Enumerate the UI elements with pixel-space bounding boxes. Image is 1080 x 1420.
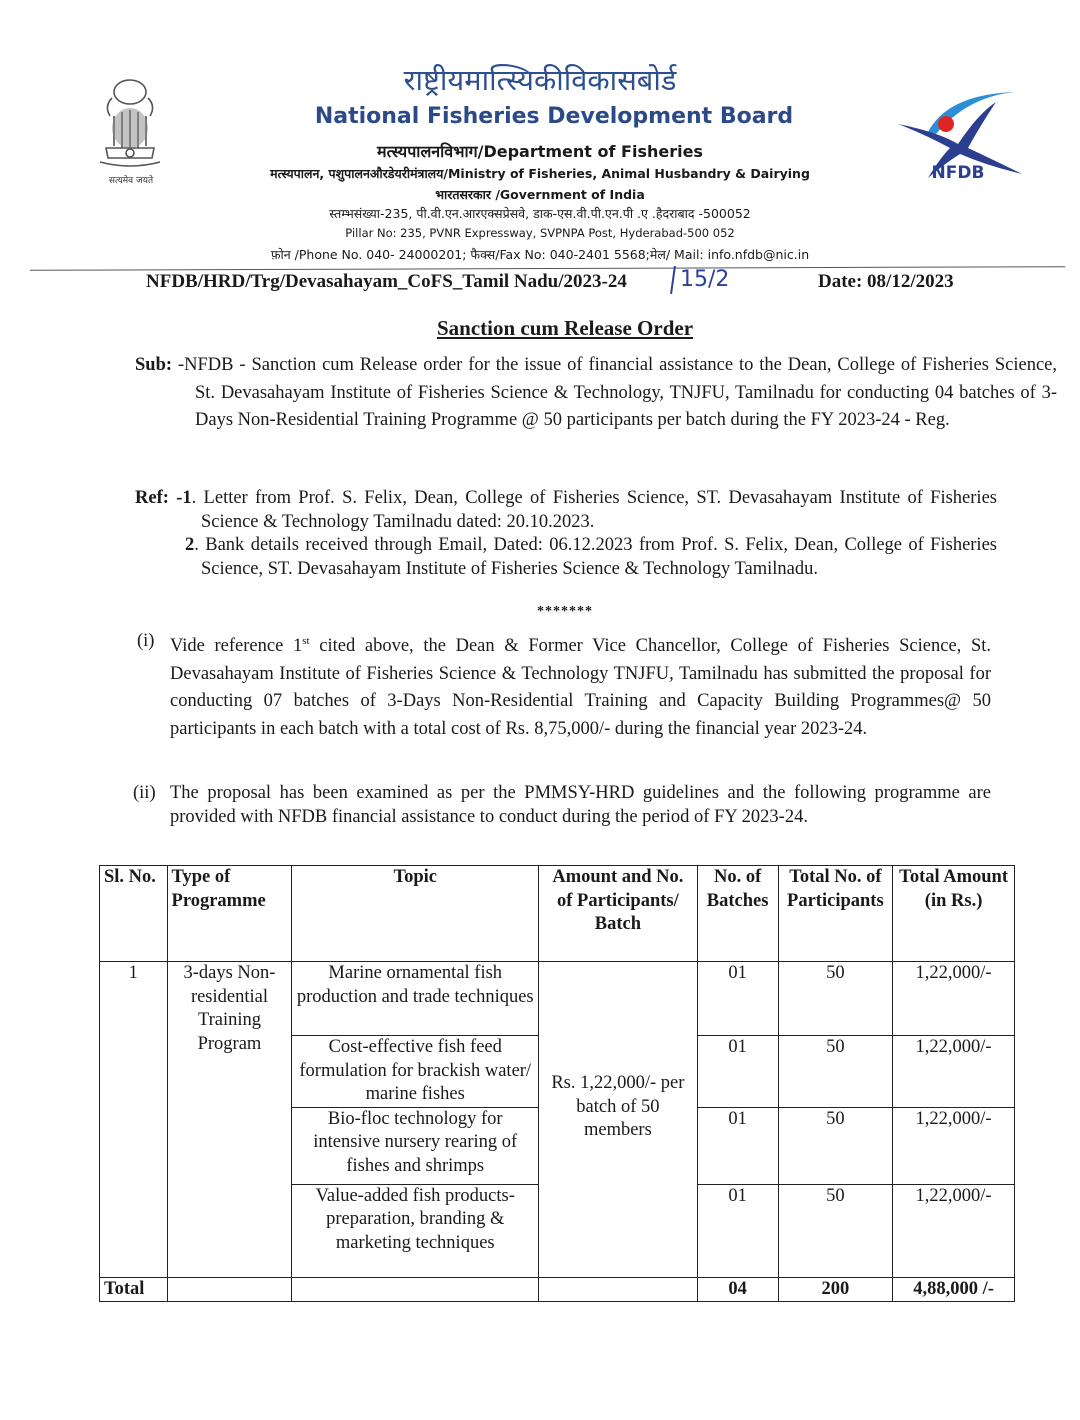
empty-cell (539, 1277, 698, 1302)
topic-cell: Cost-effective fish feed formulation for brackish water/ marine fishes (292, 1036, 539, 1108)
table-row (100, 962, 1015, 1036)
reference-text-1: . Letter from Prof. S. Felix, Dean, College of Fisheries Science, ST. Devasahayam Institute of Fisheries Science & Technology Tamilnadu dated: 20.10.2023. (191, 488, 997, 532)
handwritten-value: 15/2 (680, 267, 730, 292)
references-label: Ref: (135, 488, 177, 508)
batches-cell: 01 (697, 1036, 778, 1108)
total-label: Total (100, 1277, 168, 1302)
amount-cell: 1,22,000/- (893, 1107, 1015, 1184)
contact-details: फ़ोन /Phone No. 040- 24000201; फैक्स/Fax No: 040-2401 5568;मेल/ Mail: info.nfdb@nic.in (270, 247, 810, 262)
paragraph-number: (i) (137, 631, 155, 651)
separator: ******* (537, 604, 593, 619)
amount-cell: 1,22,000/- (893, 962, 1015, 1036)
sanction-table (99, 865, 1015, 1302)
references (135, 487, 997, 581)
participants-cell: 50 (778, 1107, 893, 1184)
header-type: Type of Programme (167, 866, 292, 962)
topic-cell: Bio-floc technology for intensive nursery rearing of fishes and shrimps (292, 1107, 539, 1184)
header-sl-no: Sl. No. (100, 866, 168, 962)
nfdb-logo-text: NFDB (931, 163, 985, 183)
total-amount: 4,88,000 /- (893, 1277, 1015, 1302)
participants-cell: 50 (778, 1184, 893, 1277)
subject (135, 352, 1057, 435)
total-batches: 04 (697, 1277, 778, 1302)
empty-cell (167, 1277, 292, 1302)
paragraph-i (137, 628, 991, 743)
government: भारतसरकार /Government of India (435, 187, 645, 202)
reference-item (135, 487, 997, 534)
handwritten-number (672, 266, 729, 294)
reference-item (135, 534, 997, 581)
header-participants: Total No. of Participants (778, 866, 893, 962)
department: मत्स्यपालनविभाग/Department of Fisheries (377, 142, 703, 161)
batches-cell: 01 (697, 1107, 778, 1184)
handwritten-slash (670, 266, 676, 294)
participants-cell: 50 (778, 962, 893, 1036)
header-batches: No. of Batches (697, 866, 778, 962)
paragraph-text: The proposal has been examined as per the PMMSY-HRD guidelines and the following programme are provided with NFDB financial assistance to conduct during the period of FY 2023-24. (170, 783, 991, 827)
topic-cell: Value-added fish products-preparation, branding & marketing techniques (292, 1184, 539, 1277)
reference-number-1: -1 (176, 488, 192, 508)
reference-text-2: . Bank details received through Email, Dated: 06.12.2023 from Prof. S. Felix, Dean, College of Fisheries Science, ST. Devasahayam Institute of Fisheries Science & Technology Tamilnadu. (194, 535, 997, 579)
total-participants: 200 (778, 1277, 893, 1302)
topic-cell: Marine ornamental fish production and trade techniques (292, 962, 539, 1036)
paragraph-text (170, 628, 991, 743)
reference-number: NFDB/HRD/Trg/Devasahayam_CoFS_Tamil Nadu/2023-24 (146, 271, 627, 292)
order-date: Date: 08/12/2023 (818, 271, 954, 292)
participants-cell: 50 (778, 1036, 893, 1108)
document-title: Sanction cum Release Order (436, 316, 694, 340)
amount-cell: 1,22,000/- (893, 1184, 1015, 1277)
amount-per-batch-cell: Rs. 1,22,000/- per batch of 50 members (539, 962, 698, 1278)
paragraph-ii (133, 781, 991, 829)
subject-text: -NFDB - Sanction cum Release order for the issue of financial assistance to the Dean, College of Fisheries Science, St. Devasahayam Institute of Fisheries Science & Technology, TNJFU, Tamilnadu for conducting 04 batches of 3-Days Non-Residential Training Programme @ 50 participants per batch during the FY 2023-24 - Reg. (177, 355, 1058, 430)
batches-cell: 01 (697, 962, 778, 1036)
superscript: st (302, 635, 310, 647)
header-total-amount: Total Amount (in Rs.) (893, 866, 1015, 962)
table-header-row (100, 866, 1015, 962)
reference-number-2: 2 (185, 535, 195, 555)
subject-label: Sub: (135, 355, 178, 375)
amount-cell: 1,22,000/- (893, 1036, 1015, 1108)
paragraph-text-start: Vide reference 1 (170, 636, 303, 657)
emblem-caption: सत्यमेव जयते (108, 176, 154, 186)
batches-cell: 01 (697, 1184, 778, 1277)
header-amount: Amount and No. of Participants/ Batch (539, 866, 698, 962)
sl-no-cell: 1 (100, 962, 168, 1278)
ministry: मत्स्यपालन, पशुपालनऔरडेयरीमंत्रालय/Ministry of Fisheries, Animal Husbandry & Dairying (270, 166, 810, 181)
paragraph-text-end: cited above, the Dean & Former Vice Chancellor, College of Fisheries Science, St. Devasahayam Institute of Fisheries Science & Technology TNJFU, Tamilnadu has submitted the proposal for conducting 07 batches of 3-Days Non-Residential Training and Capacity Building Programmes@ 50 participants in each batch with a total cost of Rs. 8,75,000/- during the financial year 2023-24. (170, 636, 991, 739)
table-total-row (100, 1277, 1015, 1302)
programme-type-cell: 3-days Non-residential Training Program (167, 962, 292, 1278)
empty-cell (292, 1277, 539, 1302)
org-name-hindi: राष्ट्रीयमात्स्यिकीविकासबोर्ड (403, 63, 677, 97)
org-name: National Fisheries Development Board (314, 104, 794, 129)
address-hindi: स्तम्भसंख्या-235, पी.वी.एन.आरएक्सप्रेसवे, डाक-एस.वी.पी.एन.पी .ए .हैदराबाद -500052 (329, 206, 751, 221)
header-topic: Topic (292, 866, 539, 962)
address: Pillar No: 235, PVNR Expressway, SVPNPA Post, Hyderabad-500 052 (345, 226, 735, 240)
paragraph-number: (ii) (133, 783, 156, 803)
